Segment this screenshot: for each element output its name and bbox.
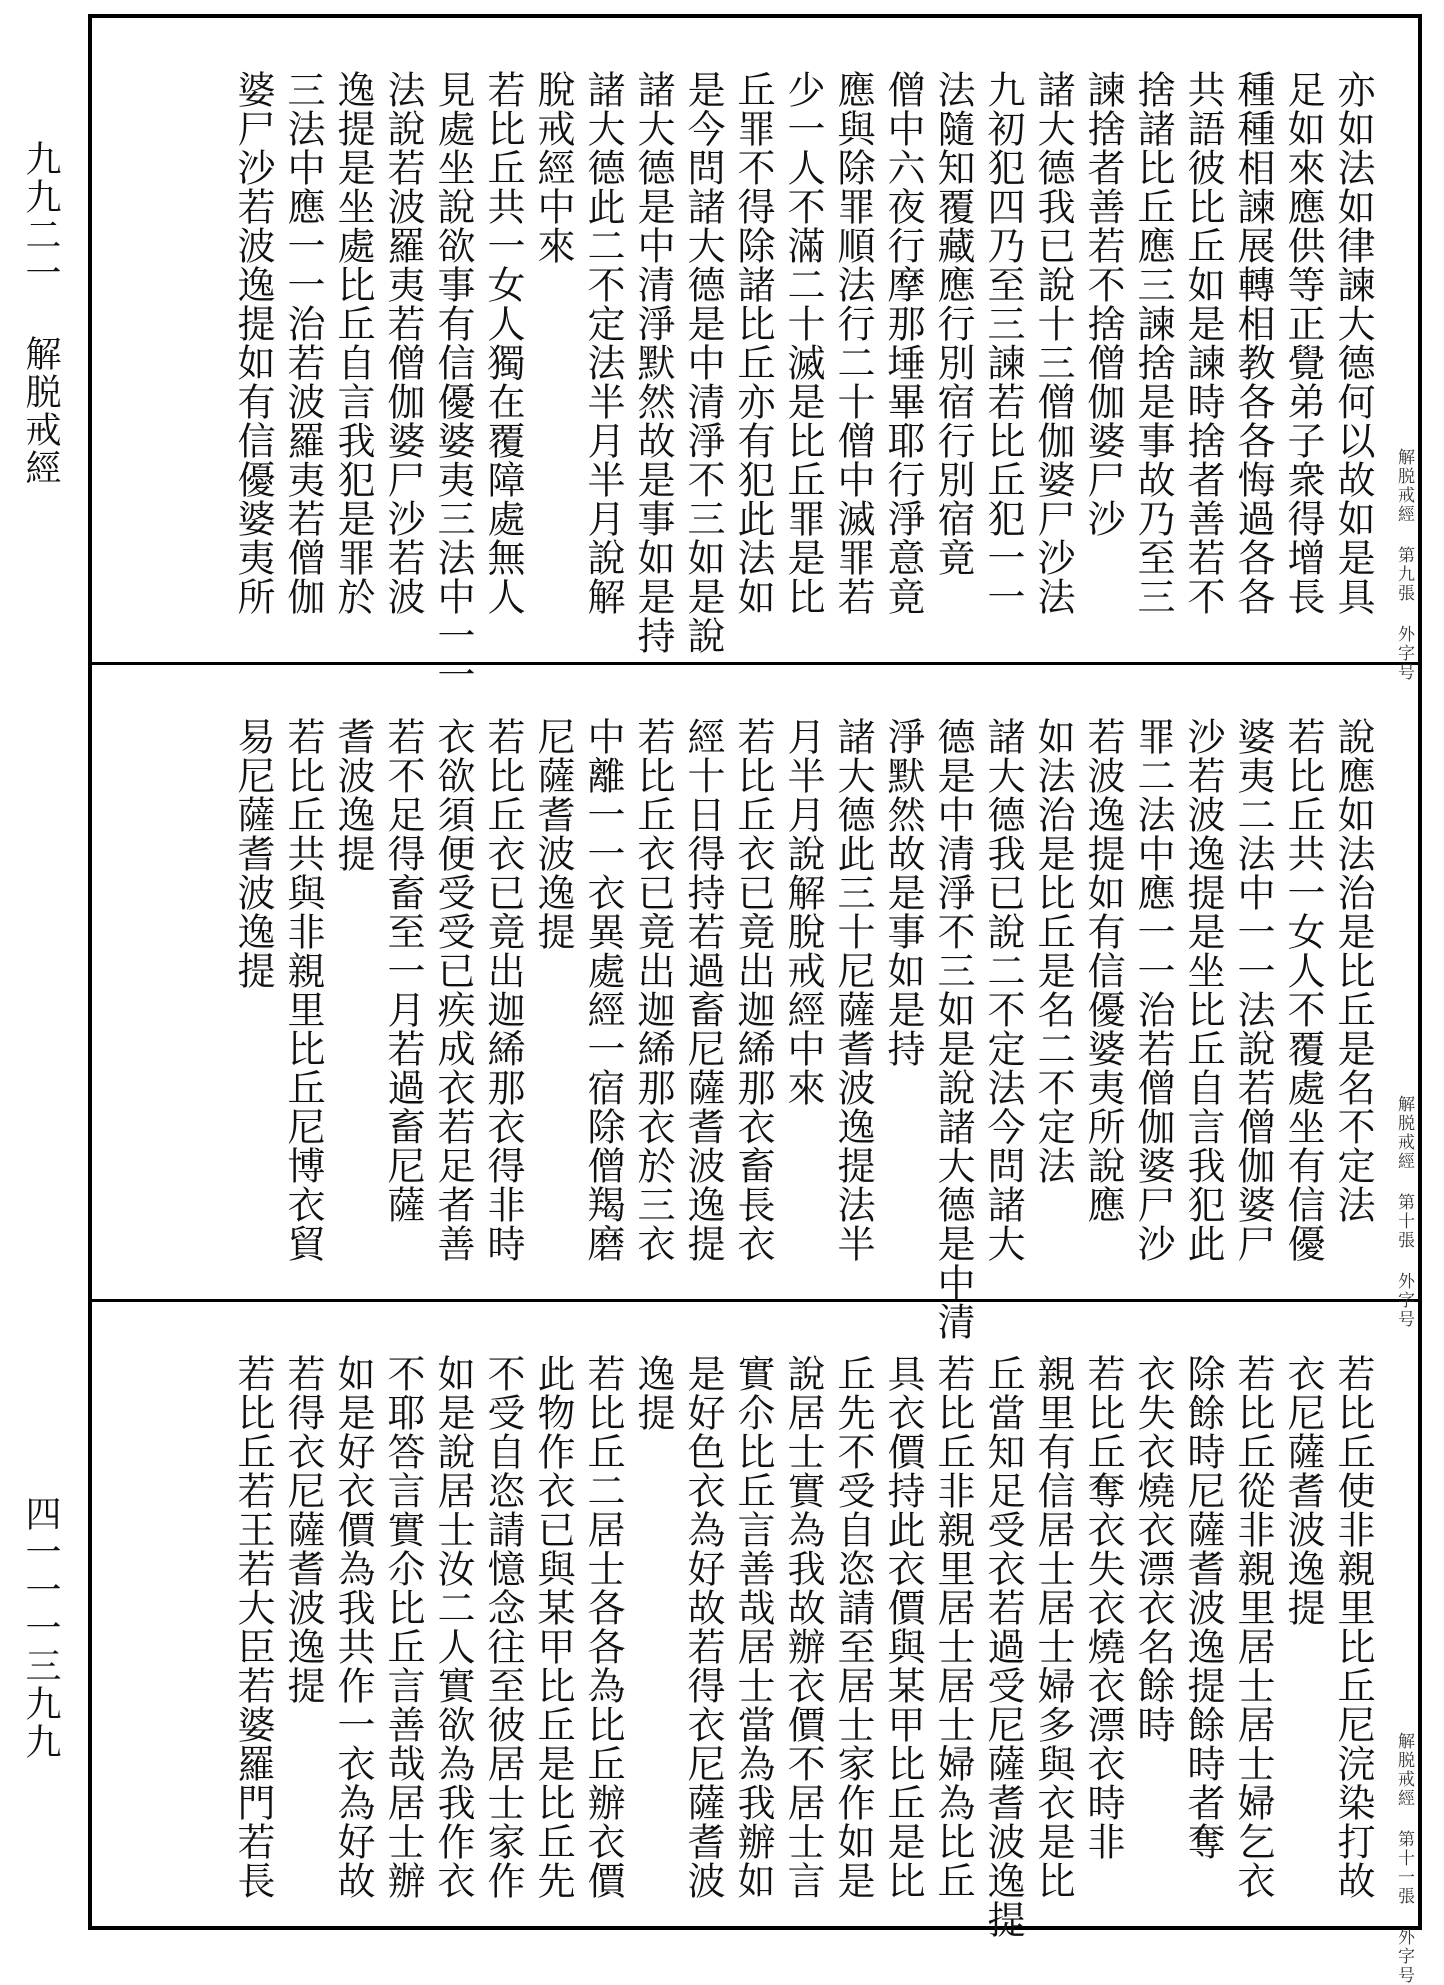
text-column: 脫戒經中來 [531,70,575,265]
text-column: 是今問諸大德是中清淨不三如是說 [681,70,725,655]
text-column: 中離一一衣異處經一宿除僧羯磨 [581,717,625,1263]
text-column: 若得衣尼薩耆波逸提 [281,1354,325,1705]
text-column: 三法中應一一治若波羅夷若僧伽 [281,70,325,616]
page-frame [88,14,1422,1985]
text-column: 罪二法中應一一治若僧伽婆尸沙 [1131,717,1175,1263]
text-column: 諸大德我已說十三僧伽婆尸沙法 [1031,70,1075,616]
text-column: 衣失衣燒衣漂衣名餘時 [1131,1354,1175,1744]
text-column: 具衣價持此衣價與某甲比丘是比 [881,1354,925,1900]
text-column: 諸大德我已說二不定法今問諸大 [981,717,1025,1263]
text-panel-1 [92,18,1418,694]
panel-1-side-label: 解脱戒經 第九張 外字号 [1394,448,1414,682]
text-column: 若波逸提如有信優婆夷所說應 [1081,717,1125,1224]
text-column: 九初犯四乃至三諫若比丘犯一一 [981,70,1025,616]
text-column: 婆尸沙若波逸提如有信優婆夷所 [231,70,275,616]
text-column: 婆夷二法中一一法說若僧伽婆尸 [1231,717,1275,1263]
text-column: 德是中清淨不三如是說諸大德是中清 [931,717,975,1341]
text-column: 諸大德是中清淨默然故是事如是持 [631,70,675,655]
text-column: 此物作衣已與某甲比丘是比丘先 [531,1354,575,1900]
text-column: 足如來應供等正覺弟子衆得增長 [1281,70,1325,616]
text-column: 種種相諫展轉相教各各悔過各各 [1231,70,1275,616]
text-panel-2 [92,665,1418,1341]
text-column: 說應如法治是比丘是名不定法 [1331,717,1375,1224]
text-column: 丘當知足受衣若過受尼薩耆波逸提 [981,1354,1025,1939]
margin-title: 九九二一 解脱戒經 [20,140,61,487]
text-column: 丘先不受自恣請至居士家作如是 [831,1354,875,1900]
text-column: 捨諸比丘應三諫捨是事故乃至三 [1131,70,1175,616]
text-column: 如是好衣價為我共作一衣為好故 [331,1354,375,1900]
text-column: 淨默然故是事如是持 [881,717,925,1068]
text-column: 如是說居士汝二人實欲為我作衣 [431,1354,475,1900]
text-column: 法說若波羅夷若僧伽婆尸沙若波 [381,70,425,616]
text-column: 少一人不滿二十滅是比丘罪是比 [781,70,825,616]
text-column: 若比丘二居士各各為比丘辦衣價 [581,1354,625,1900]
text-column: 諸大德此二不定法半月半月說解 [581,70,625,616]
panel-1-columns [231,70,1375,694]
text-column: 若比丘共與非親里比丘尼博衣貿 [281,717,325,1263]
text-column: 逸提是坐處比丘自言我犯是罪於 [331,70,375,616]
margin-page-number: 四一一一三九九 [20,1495,61,1761]
text-column: 若不足得畜至一月若過畜尼薩 [381,717,425,1224]
text-column: 共語彼比丘如是諫時捨者善若不 [1181,70,1225,616]
text-column: 若比丘奪衣失衣燒衣漂衣時非 [1081,1354,1125,1861]
text-panel-3 [92,1302,1418,1985]
text-column: 如法治是比丘是名二不定法 [1031,717,1075,1185]
text-column: 若比丘衣已竟出迦絺那衣得非時 [481,717,525,1263]
text-column: 衣欲須便受受已疾成衣若足者善 [431,717,475,1263]
text-column: 諫捨者善若不捨僧伽婆尸沙 [1081,70,1125,538]
text-column: 親里有信居士居士婦多與衣是比 [1031,1354,1075,1900]
panel-3-columns [231,1354,1375,1939]
text-column: 法隨知覆藏應行別宿行別宿竟 [931,70,975,577]
text-column: 尼薩耆波逸提 [531,717,575,951]
text-column: 應與除罪順法行二十僧中滅罪若 [831,70,875,616]
text-column: 月半月說解脫戒經中來 [781,717,825,1107]
text-column: 見處坐說欲事有信優婆夷三法中一一 [431,70,475,694]
text-column: 經十日得持若過畜尼薩耆波逸提 [681,717,725,1263]
text-column: 若比丘共一女人獨在覆障處無人 [481,70,525,616]
text-column: 易尼薩耆波逸提 [231,717,275,990]
text-column: 若比丘若王若大臣若婆羅門若長 [231,1354,275,1900]
text-column: 若比丘共一女人不覆處坐有信優 [1281,717,1325,1263]
text-column: 僧中六夜行摩那埵畢耶行淨意竟 [881,70,925,616]
panel-2-columns [231,717,1375,1341]
panel-2-side-label: 解脱戒經 第十張 外字号 [1394,1095,1414,1329]
text-column: 耆波逸提 [331,717,375,873]
text-column: 諸大德此三十尼薩耆波逸提法半 [831,717,875,1263]
text-column: 若比丘非親里居士居士婦為比丘 [931,1354,975,1900]
text-column: 丘罪不得除諸比丘亦有犯此法如 [731,70,775,616]
text-column: 若比丘衣已竟出迦絺那衣畜長衣 [731,717,775,1263]
text-column: 是好色衣為好故若得衣尼薩耆波 [681,1354,725,1900]
text-column: 沙若波逸提是坐比丘自言我犯此 [1181,717,1225,1263]
text-column: 若比丘從非親里居士居士婦乞衣 [1231,1354,1275,1900]
text-column: 除餘時尼薩耆波逸提餘時者奪 [1181,1354,1225,1861]
text-column: 實尒比丘言善哉居士當為我辦如 [731,1354,775,1900]
panel-3-side-label: 解脱戒經 第十一張 外字号 [1394,1732,1414,1985]
text-column: 說居士實為我故辦衣價不居士言 [781,1354,825,1900]
text-column: 逸提 [631,1354,675,1432]
text-column: 衣尼薩耆波逸提 [1281,1354,1325,1627]
text-column: 若比丘衣已竟出迦絺那衣於三衣 [631,717,675,1263]
text-column: 亦如法如律諫大德何以故如是具 [1331,70,1375,616]
text-column: 不受自恣請憶念往至彼居士家作 [481,1354,525,1900]
text-column: 不耶答言實尒比丘言善哉居士辦 [381,1354,425,1900]
text-column: 若比丘使非親里比丘尼浣染打故 [1331,1354,1375,1900]
